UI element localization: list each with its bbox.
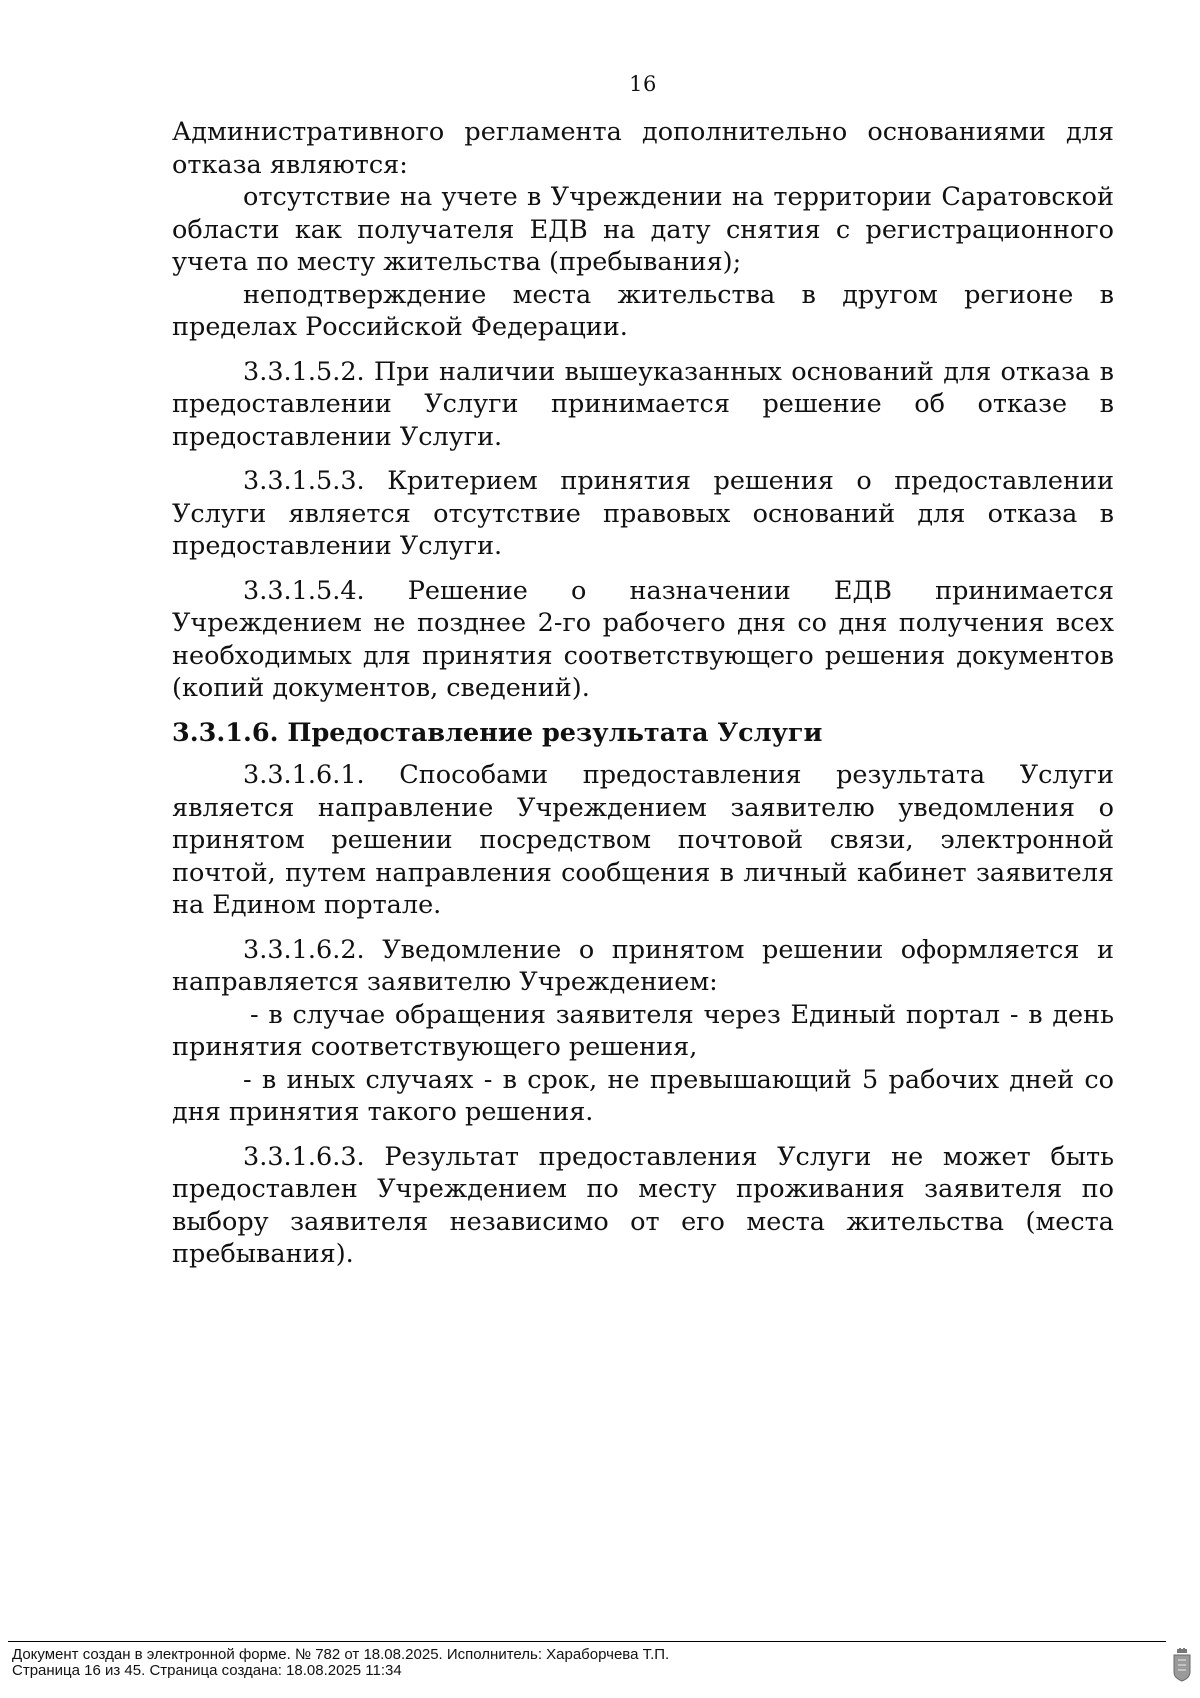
coat-of-arms-icon — [1172, 1648, 1192, 1682]
paragraph-3-3-1-6-2: 3.3.1.6.2. Уведомление о принятом решении оформляется и направляется заявителю Учреждением: — [172, 934, 1114, 997]
list-item: - в иных случаях - в срок, не превышающий 5 рабочих дней со дня принятия такого решения. — [172, 1064, 1114, 1127]
paragraph-3-3-1-5-3: 3.3.1.5.3. Критерием принятия решения о предоставлении Услуги является отсутствие правовых оснований для отказа в предоставлении Услуги. — [172, 466, 1114, 561]
paragraph-3-3-1-6-1: 3.3.1.6.1. Способами предоставления результата Услуги является направление Учреждением заявителю уведомления о принятом решении посредством почтовой связи, электронной почтой, путем направления сообщения в личный кабинет заявителя на Едином портале. — [172, 760, 1114, 920]
paragraph-3-3-1-5-4: 3.3.1.5.4. Решение о назначении ЕДВ принимается Учреждением не позднее 2-го рабочего дня со дня получения всех необходимых для принятия соответствующего решения документов (копий документов, сведений). — [172, 575, 1114, 703]
footer — [12, 1647, 669, 1679]
footer-line-page-info: Страница 16 из 45. Страница создана: 18.08.2025 11:34 — [12, 1662, 402, 1679]
section-heading: 3.3.1.6. Предоставление результата Услуги — [172, 717, 823, 748]
footer-divider — [8, 1641, 1166, 1642]
document-body — [172, 116, 1114, 1271]
page-number: 16 — [629, 72, 657, 96]
list-item: - в случае обращения заявителя через Единый портал - в день принятия соответствующего решения, — [172, 999, 1114, 1062]
footer-line-document-info: Документ создан в электронной форме. № 782 от 18.08.2025. Исполнитель: Хараборчева Т.П. — [12, 1646, 670, 1663]
paragraph: Административного регламента дополнительно основаниями для отказа являются: — [172, 117, 1114, 180]
paragraph: отсутствие на учете в Учреждении на территории Саратовской области как получателя ЕДВ на дату снятия с регистрационного учета по месту жительства (пребывания); — [172, 182, 1114, 277]
paragraph-3-3-1-5-2: 3.3.1.5.2. При наличии вышеуказанных оснований для отказа в предоставлении Услуги принимается решение об отказе в предоставлении Услуги. — [172, 356, 1114, 452]
paragraph-3-3-1-6-3: 3.3.1.6.3. Результат предоставления Услуги не может быть предоставлен Учреждением по месту проживания заявителя по выбору заявителя независимо от его места жительства (места пребывания). — [172, 1141, 1114, 1269]
paragraph: неподтверждение места жительства в другом регионе в пределах Российской Федерации. — [172, 279, 1114, 342]
